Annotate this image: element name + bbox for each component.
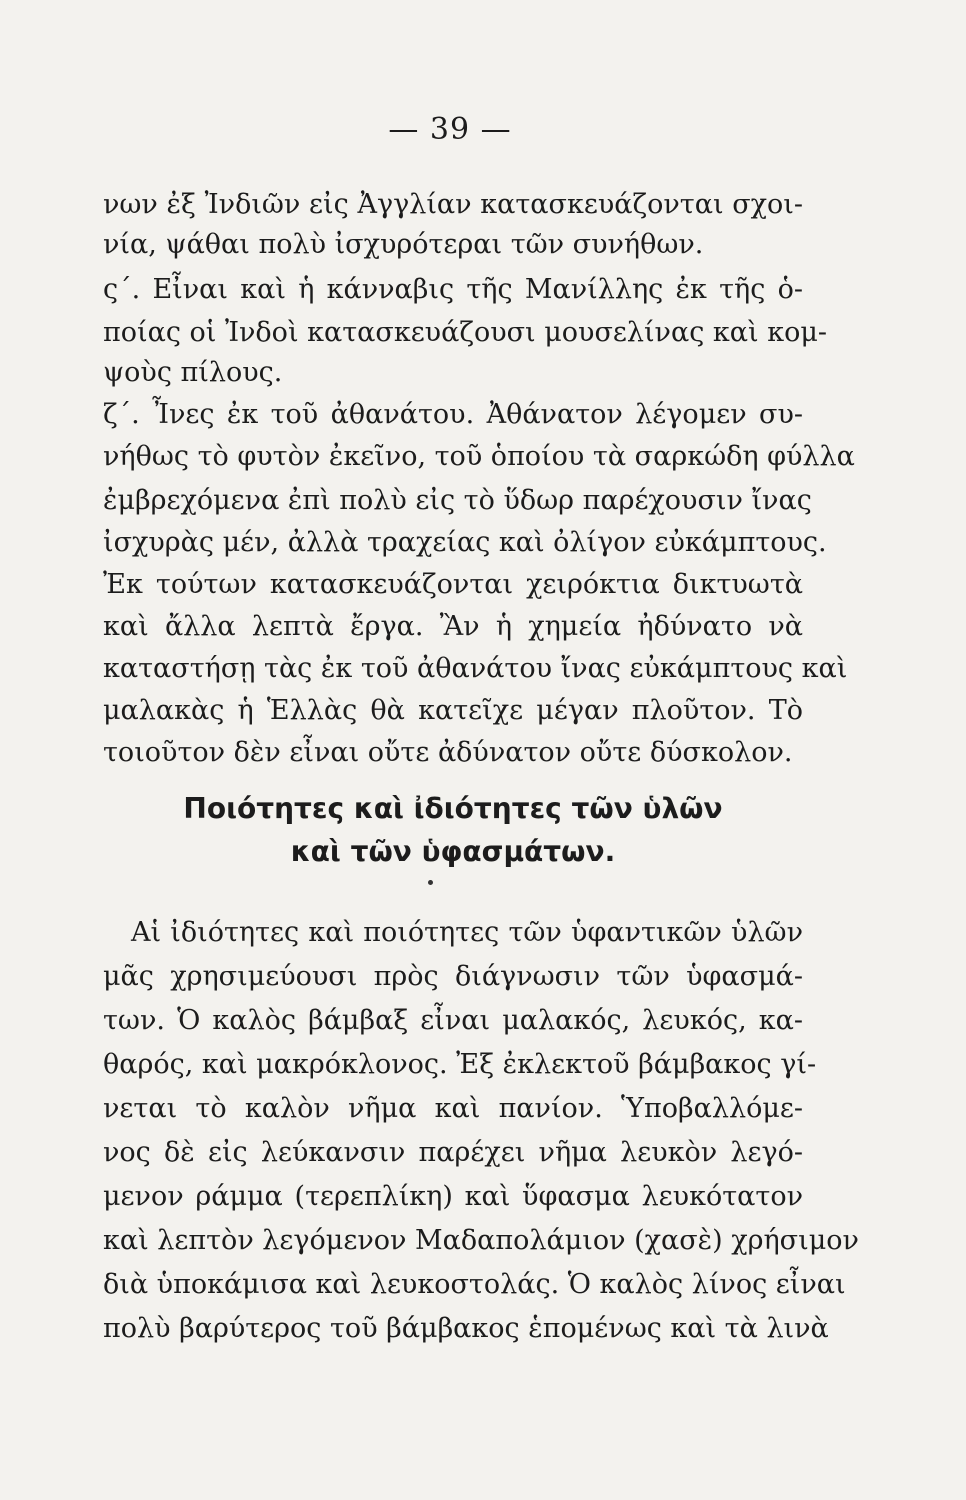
text-line: ἰσχυρὰς μέν, ἀλλὰ τραχείας καὶ ὀλίγον εὐκάμπτους. xyxy=(103,527,827,558)
text-line: Ἐκ τούτων κατασκευάζονται χειρόκτια δικτυωτὰ xyxy=(103,569,803,600)
text-line: νος δὲ εἰς λεύκανσιν παρέχει νῆμα λευκὸν λεγό- xyxy=(103,1137,803,1168)
text-line: μενον ράμμα (τερεπλίκη) καὶ ὕφασμα λευκότατον xyxy=(103,1181,803,1212)
text-line: πολὺ βαρύτερος τοῦ βάμβακος ἑπομένως καὶ τὰ λινὰ xyxy=(103,1313,829,1344)
text-line: Αἱ ἰδιότητες καὶ ποιότητες τῶν ὑφαντικῶν ὑλῶν xyxy=(131,917,803,948)
text-line: νία, ψάθαι πολὺ ἰσχυρότεραι τῶν συνήθων. xyxy=(103,229,704,260)
text-line: καταστήσῃ τὰς ἐκ τοῦ ἀθανάτου ἴνας εὐκάμπτους καὶ xyxy=(103,653,848,684)
text-line: νων ἐξ Ἰνδιῶν εἰς Ἀγγλίαν κατασκευάζονται σχοι- xyxy=(103,189,803,220)
text-line: των. Ὁ καλὸς βάμβαξ εἶναι μαλακός, λευκός, κα- xyxy=(103,1005,803,1036)
text-line: καὶ λεπτὸν λεγόμενον Μαδαπολάμιον (χασὲ) χρήσιμον xyxy=(103,1225,859,1256)
text-line: μᾶς χρησιμεύουσι πρὸς διάγνωσιν τῶν ὑφασμά- xyxy=(103,961,803,992)
text-line: θαρός, καὶ μακρόκλονος. Ἐξ ἐκλεκτοῦ βάμβακος γί- xyxy=(103,1049,817,1080)
text-line: μαλακὰς ἡ Ἑλλὰς θὰ κατεῖχε μέγαν πλοῦτον. Τὸ xyxy=(103,695,803,726)
decorative-dot xyxy=(428,880,433,885)
text-line: ψοὺς πίλους. xyxy=(103,357,283,388)
text-line: τοιοῦτον δὲν εἶναι οὔτε ἀδύνατον οὔτε δύσκολον. xyxy=(103,737,793,768)
text-line: διὰ ὑποκάμισα καὶ λευκοστολάς. Ὁ καλὸς λίνος εἶναι xyxy=(103,1269,846,1300)
text-line: ἐμβρεχόμενα ἐπὶ πολὺ εἰς τὸ ὕδωρ παρέχουσιν ἴνας xyxy=(103,485,812,516)
page-number: — 39 — xyxy=(388,112,512,147)
text-line: νεται τὸ καλὸν νῆμα καὶ πανίον. Ὑποβαλλόμε- xyxy=(103,1093,803,1124)
text-line: καὶ ἄλλα λεπτὰ ἔργα. Ἂν ἡ χημεία ἠδύνατο νὰ xyxy=(103,611,803,642)
section-heading-line-1: Ποιότητες καὶ ἰδιότητες τῶν ὑλῶν xyxy=(183,792,723,825)
text-line: ποίας οἱ Ἰνδοὶ κατασκευάζουσι μουσελίνας καὶ κομ- xyxy=(103,317,827,348)
text-line: ς΄. Εἶναι καὶ ἡ κάνναβις τῆς Μανίλλης ἐκ τῆς ὁ- xyxy=(103,274,803,305)
text-line: νήθως τὸ φυτὸν ἐκεῖνο, τοῦ ὁποίου τὰ σαρκώδη φύλλα xyxy=(103,441,855,472)
text-line: ζ΄. Ἶνες ἐκ τοῦ ἀθανάτου. Ἀθάνατον λέγομεν συ- xyxy=(103,399,803,430)
section-heading-line-2: καὶ τῶν ὑφασμάτων. xyxy=(290,835,616,868)
